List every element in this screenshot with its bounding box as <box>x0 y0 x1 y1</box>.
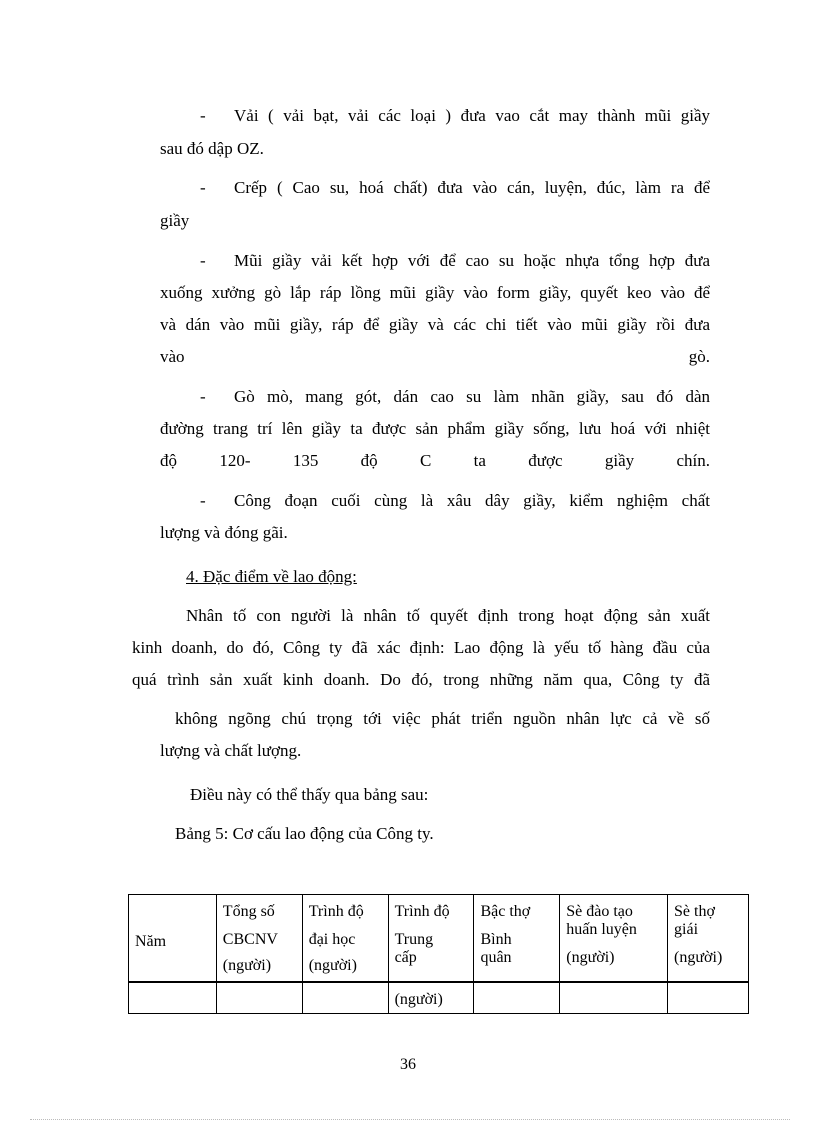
table-cell <box>216 982 302 1014</box>
header-text: cấp <box>394 949 417 966</box>
table-cell <box>560 982 668 1014</box>
bullet-1-line-1: Vải ( vải bạt, vải các loại ) đưa vao cắt may thành mũi giầy <box>234 106 710 125</box>
intro-line: Điều này có thể thấy qua bảng sau: <box>190 785 429 804</box>
table-header-row <box>129 895 749 983</box>
bullet-dash: - <box>200 387 206 406</box>
bullet-2-line-2: giầy <box>160 211 190 230</box>
header-text: quân <box>480 949 512 966</box>
header-text: (người) <box>566 949 615 966</box>
bullet-3-line-4: vào gò. <box>160 347 710 366</box>
table-cell <box>302 982 388 1014</box>
page-bottom-border <box>30 1119 790 1120</box>
header-text: (người) <box>674 949 723 966</box>
bullet-5-line-1: Công đoạn cuối cùng là xâu dây giầy, kiểm nghiệm chất <box>234 491 710 510</box>
header-text: Bậc thợ <box>480 903 531 920</box>
header-cell-university <box>302 895 388 983</box>
section-heading: 4. Đặc điểm về lao động: <box>186 567 357 586</box>
header-cell-intermediate <box>388 895 474 983</box>
header-text: Trình độ <box>308 903 364 920</box>
header-text: huấn luyện <box>566 921 637 938</box>
header-text: Sè thợ <box>674 903 715 920</box>
header-text: (người) <box>222 957 272 974</box>
paragraph-line-4: không ngõng chú trọng tới việc phát triển nguồn nhân lực cả về số <box>175 709 710 728</box>
bullet-dash: - <box>200 491 206 510</box>
bullet-4-line-3: độ 120- 135 độ C ta được giầy chín. <box>160 451 710 470</box>
table-cell <box>129 982 217 1014</box>
paragraph-line-1: Nhân tố con người là nhân tố quyết định trong hoạt động sản xuất <box>186 606 710 625</box>
table-cell <box>474 982 560 1014</box>
paragraph-line-2: kinh doanh, do đó, Công ty đã xác định: Lao động là yếu tố hàng đầu của <box>132 638 710 657</box>
header-text: Trình độ <box>394 903 450 920</box>
bullet-dash: - <box>200 106 206 125</box>
header-cell-worker-grade <box>474 895 560 983</box>
header-text: Bình <box>480 931 512 948</box>
header-text: Sè đào tạo <box>566 903 633 920</box>
table-cell <box>668 982 749 1014</box>
header-cell-total-staff <box>216 895 302 983</box>
bullet-2-line-1: Crếp ( Cao su, hoá chất) đưa vào cán, luyện, đúc, làm ra để <box>234 178 710 197</box>
table-row <box>129 982 749 1014</box>
bullet-5-line-2: lượng và đóng gãi. <box>160 523 288 542</box>
bullet-dash: - <box>200 251 206 270</box>
bullet-3-line-2: xuống xưởng gò lắp ráp lồng mũi giầy vào form giầy, quyết keo vào để <box>160 283 710 302</box>
table-cell: (người) <box>388 982 474 1014</box>
header-text: đại học <box>308 931 356 948</box>
bullet-3-line-3: và dán vào mũi giầy, ráp để giầy và các chi tiết vào mũi giầy rồi đưa <box>160 315 710 334</box>
header-cell-year <box>129 895 217 983</box>
labor-structure-table <box>128 894 749 1014</box>
paragraph-line-3: quá trình sản xuất kinh doanh. Do đó, trong những năm qua, Công ty đã <box>132 670 710 689</box>
header-cell-skilled-workers <box>668 895 749 983</box>
header-cell-trained <box>560 895 668 983</box>
page-number: 36 <box>400 1056 416 1073</box>
header-text: giái <box>674 921 699 938</box>
paragraph-line-5: lượng và chất lượng. <box>160 741 302 760</box>
header-text: (người) <box>308 957 357 974</box>
bullet-dash: - <box>200 178 206 197</box>
bullet-4-line-1: Gò mò, mang gót, dán cao su làm nhãn giầy, sau đó dàn <box>234 387 710 406</box>
header-text: Trung <box>394 931 434 948</box>
header-text: Năm <box>135 933 167 950</box>
header-text: Tổng số <box>222 903 275 920</box>
bullet-3-line-1: Mũi giầy vải kết hợp với để cao su hoặc nhựa tổng hợp đưa <box>234 251 710 270</box>
table-caption: Bảng 5: Cơ cấu lao động của Công ty. <box>175 824 434 843</box>
header-text: CBCNV <box>222 931 278 948</box>
bullet-1-line-2: sau đó dập OZ. <box>160 139 264 158</box>
bullet-4-line-2: đường trang trí lên giầy ta được sản phẩm giầy sống, lưu hoá với nhiệt <box>160 419 710 438</box>
